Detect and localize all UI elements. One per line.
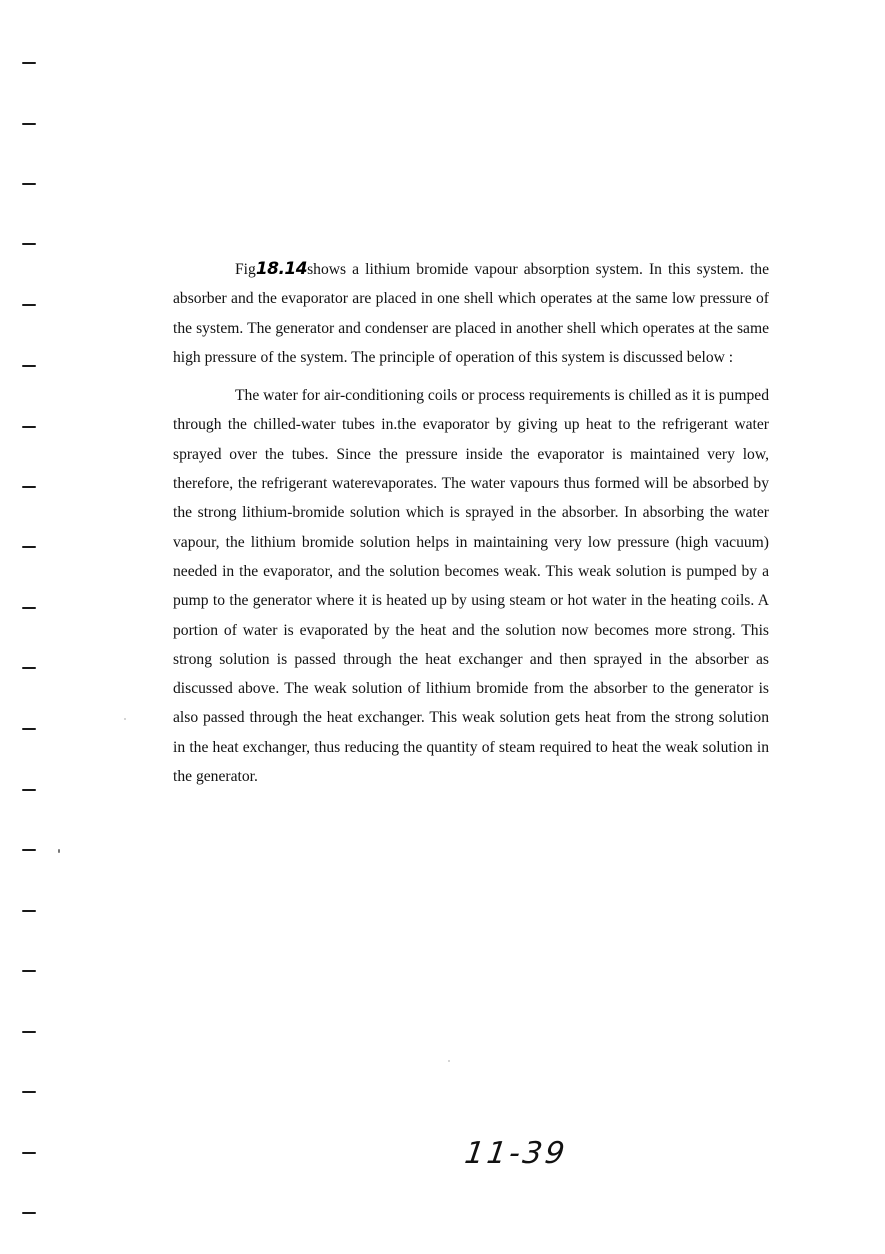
- margin-tick: [22, 970, 36, 972]
- margin-tick: [22, 546, 36, 548]
- paragraph-operation: The water for air-conditioning coils or process requirements is chilled as it is pumped through the chilled-water tubes in.the evaporator by giving up heat to the refrigerant water sprayed over the tubes. Since the pressure inside the evaporator is maintained very low, therefore, the refrigerant waterevaporates. The water vapours thus formed will be absorbed by the strong lithium-bromide solution which is sprayed in the absorber. In absorbing the water vapour, the lithium bromide solution helps in maintaining very low pressure (high vacuum) needed in the evaporator, and the solution becomes weak. This weak solution is pumped by a pump to the generator where it is heated up by using steam or hot water in the heating coils. A portion of water is evaporated by the heat and the solution now becomes more strong. This strong solution is passed through the heat exchanger and then sprayed in the absorber as discussed above. The weak solution of lithium bromide from the absorber to the generator is also passed through the heat exchanger. This weak solution gets heat from the strong solution in the heat exchanger, thus reducing the quantity of steam required to heat the weak solution in the generator.: [173, 387, 769, 786]
- margin-tick: [22, 849, 36, 851]
- margin-tick: [22, 183, 36, 185]
- binding-margin-ticks: [0, 0, 60, 1254]
- paragraph-intro-text: shows a lithium bromide vapour absorption system. In this system. the absorber and the evaporator are placed in one shell which operates at the same low pressure of the system. The generator and condenser are placed in another shell which operates at the same high pressure of the system. The principle of operation of this system is discussed below :: [173, 261, 769, 366]
- figure-prefix: Fig: [235, 261, 256, 278]
- handwritten-figure-number: 18.14: [255, 259, 308, 279]
- margin-tick: [22, 304, 36, 306]
- margin-tick: [22, 1152, 36, 1154]
- margin-tick: [22, 1091, 36, 1093]
- paragraph-intro: [173, 255, 769, 372]
- body-text: [173, 255, 769, 791]
- margin-tick: [22, 365, 36, 367]
- margin-tick: [22, 789, 36, 791]
- margin-tick: [22, 1212, 36, 1214]
- scan-speck: [448, 1060, 450, 1062]
- margin-speck: [58, 849, 60, 853]
- margin-tick: [22, 426, 36, 428]
- margin-tick: [22, 667, 36, 669]
- margin-tick: [22, 486, 36, 488]
- margin-tick: [22, 910, 36, 912]
- margin-tick: [22, 123, 36, 125]
- margin-tick: [22, 1031, 36, 1033]
- margin-tick: [22, 62, 36, 64]
- margin-tick: [22, 728, 36, 730]
- handwritten-page-number: 11-39: [462, 1136, 570, 1171]
- scan-speck: [124, 718, 126, 720]
- margin-tick: [22, 607, 36, 609]
- margin-tick: [22, 243, 36, 245]
